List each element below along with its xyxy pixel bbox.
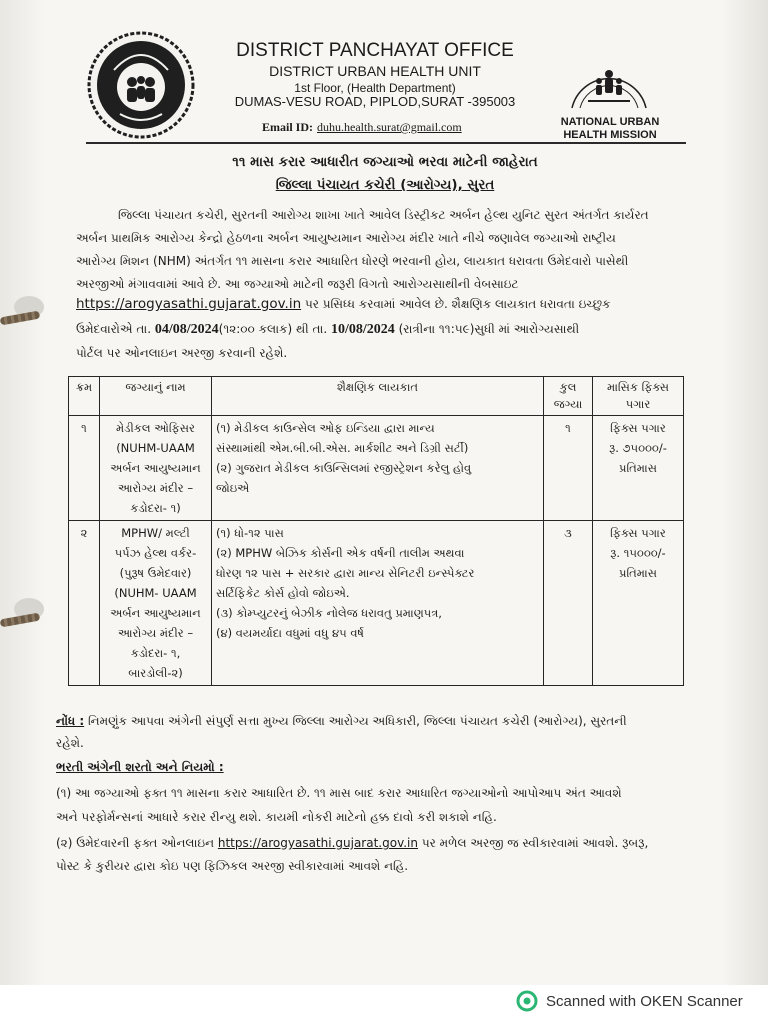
email-line bbox=[262, 120, 462, 135]
floor-info: 1st Floor, (Health Department) bbox=[294, 81, 456, 95]
col-count: કુલ જગ્યા bbox=[544, 377, 593, 416]
note-line: રહેશે. bbox=[56, 736, 84, 750]
notice-title: ૧૧ માસ કરાર આધારીત જગ્યાઓ ભરવા માટેની જાહેરાત bbox=[232, 154, 538, 170]
row-count: ૩ bbox=[544, 521, 593, 686]
office-name: DISTRICT PANCHAYAT OFFICE bbox=[236, 40, 514, 61]
table-header-row bbox=[69, 377, 684, 416]
nuhm-caption: NATIONAL URBAN HEALTH MISSION bbox=[560, 116, 660, 141]
conditions-heading: ભરતી અંગેની શરતો અને નિયમો : bbox=[56, 760, 224, 774]
row-pay: ફિક્સ પગાર રૂ. ૭૫૦૦૦/- પ્રતિમાસ bbox=[593, 416, 684, 521]
col-qualification: શૈક્ષણિક લાયકાત bbox=[212, 377, 544, 416]
condition-line: પોસ્ટ કે કુરીયર દ્વારા કોઇ પણ ફિઝિકલ અરજી સ્વીકારવામાં આવશે નહિ. bbox=[56, 859, 409, 873]
unit-name: DISTRICT URBAN HEALTH UNIT bbox=[269, 63, 481, 79]
paragraph-line: અર્બન પ્રાથમિક આરોગ્ય કેન્દ્રો હેઠળના અર્બન આયુષ્યમાન આરોગ્ય મંદીર ખાતે નીચે જણાવેલ જગ્યાઓ રાષ્ટ્રીય bbox=[76, 231, 616, 245]
col-no: ક્રમ bbox=[69, 377, 100, 416]
scanner-watermark bbox=[516, 988, 743, 1014]
table-row bbox=[69, 521, 684, 686]
start-date: 04/08/2024 bbox=[154, 322, 219, 337]
scanner-text: Scanned with OKEN Scanner bbox=[546, 992, 743, 1010]
portal-link[interactable]: https://arogyasathi.gujarat.gov.in bbox=[217, 836, 418, 850]
table-row bbox=[69, 416, 684, 521]
paragraph-line: અરજીઓ મંગાવવામાં આવે છે. આ જગ્યાઓ માટેની જરૂરી વિગતો આરોગ્યસાથીની વેબસાઇટ bbox=[76, 277, 519, 291]
end-date: 10/08/2024 bbox=[331, 322, 395, 337]
paragraph-line: પોર્ટલ પર ઓનલાઇન અરજી કરવાની રહેશે. bbox=[76, 346, 288, 360]
email-value: duhu.health.surat@gmail.com bbox=[317, 120, 462, 134]
paragraph-line: https://arogyasathi.gujarat.gov.in પર પ્રસિધ્ધ કરવામાં આવેલ છે. શૈક્ષણિક લાયકાત ધરાવતા ઇચ્છુક bbox=[76, 296, 611, 312]
row-count: ૧ bbox=[544, 416, 593, 521]
row-post: મેડીકલ ઓફિસર (NUHM-UAAM અર્બન આયુષ્યમાન આરોગ્ય મંદીર – કડોદરા- ૧) bbox=[100, 416, 212, 521]
row-qualification: (૧) મેડીકલ કાઉન્સેલ ઓફ ઇન્ડિયા દ્વારા માન્ય સંસ્થામાંથી એમ.બી.બી.એસ. માર્કશીટ અને ડિગ્રી સર્ટી) (૨) ગુજરાત મેડીકલ કાઉન્સિલમાં રજીસ્ટ્રેશન કરેલુ હોવુ જોઇએ bbox=[212, 416, 544, 521]
col-post: જગ્યાનું નામ bbox=[100, 377, 212, 416]
row-no: ૧ bbox=[69, 416, 100, 521]
email-label: Email ID: bbox=[262, 120, 313, 134]
office-address: DUMAS-VESU ROAD, PIPLOD,SURAT -395003 bbox=[234, 94, 516, 109]
nhm-logo bbox=[566, 48, 652, 114]
notice-subtitle: જિલ્લા પંચાયત કચેરી (આરોગ્ય), સુરત bbox=[275, 177, 495, 193]
header-divider bbox=[86, 142, 686, 144]
row-pay: ફિક્સ પગાર રૂ. ૧૫૦૦૦/- પ્રતિમાસ bbox=[593, 521, 684, 686]
condition-line: (૨) ઉમેદવારની ફક્ત ઓનલાઇન https://arogyasathi.gujarat.gov.in પર મળેલ અરજી જ સ્વીકારવામાં આવશે. રૂબરૂ, bbox=[56, 836, 649, 850]
row-qualification: (૧) ધો-૧૨ પાસ (૨) MPHW બેઝિક કોર્સની એક વર્ષની તાલીમ અથવા ધોરણ ૧૨ પાસ + સરકાર દ્વારા માન્ય સેનિટરી ઇન્સ્પેક્ટર સર્ટિફિકેટ કોર્સ હોવો જોઇએ. (૩) કોમ્પ્યુટરનું બેઝીક નોલેજ ધરાવતુ પ્રમાણપત્ર, (૪) વયમર્યાદા વધુમાં વધુ ૪૫ વર્ષ bbox=[212, 521, 544, 686]
paragraph-line: આરોગ્ય મિશન (NHM) અંતર્ગત ૧૧ માસના કરાર આધારિત ધોરણે ભરવાની હોય, લાયકાત ધરાવતા ઉમેદવારો પાસેથી bbox=[76, 254, 629, 268]
condition-line: અને પરફોર્મન્સનાં આધારે કરાર રીન્યુ થશે. કાયમી નોકરી માટેનો હક્ક દાવો કરી શકાશે નહિ. bbox=[56, 810, 497, 824]
row-no: ૨ bbox=[69, 521, 100, 686]
district-panchayat-seal-logo bbox=[86, 30, 196, 140]
note-label: નોંધ : bbox=[56, 714, 85, 728]
col-pay: માસિક ફિક્સ પગાર bbox=[593, 377, 684, 416]
vacancy-table bbox=[68, 376, 684, 686]
paragraph-line: જિલ્લા પંચાયત કચેરી, સુરતની આરોગ્ય શાખા ખાતે આવેલ ડિસ્ટ્રીકટ અર્બન હેલ્થ યુનિટ સુરત અંતર્ગત કાર્યરત bbox=[118, 208, 649, 222]
paragraph-line-dates: ઉમેદવારોએ તા. 04/08/2024(૧૨:૦૦ કલાક) થી તા. 10/08/2024 (રાત્રીના ૧૧:૫૯)સુધી માં આરોગ્યસાથી bbox=[76, 322, 580, 337]
scanner-logo-icon bbox=[516, 990, 538, 1012]
condition-line: (૧) આ જગ્યાઓ ફક્ત ૧૧ માસના કરાર આધારિત છે. ૧૧ માસ બાદ કરાર આધારિત જગ્યાઓનો આપોઆપ અંત આવશે bbox=[56, 786, 622, 800]
row-post: MPHW/ મલ્ટી પર્પઝ હેલ્થ વર્કર- (પુરૂષ ઉમેદવાર) (NUHM- UAAM અર્બન આયુષ્યમાન આરોગ્ય મંદીર – કડોદરા- ૧, બારડોલી-૨) bbox=[100, 521, 212, 686]
portal-link[interactable]: https://arogyasathi.gujarat.gov.in bbox=[76, 296, 302, 312]
note: નોંધ : નિમણુંક આપવા અંગેની સંપુર્ણ સત્તા મુખ્ય જિલ્લા આરોગ્ય અધિકારી, જિલ્લા પંચાયત કચેરી (આરોગ્ય), સુરતની bbox=[56, 714, 627, 728]
